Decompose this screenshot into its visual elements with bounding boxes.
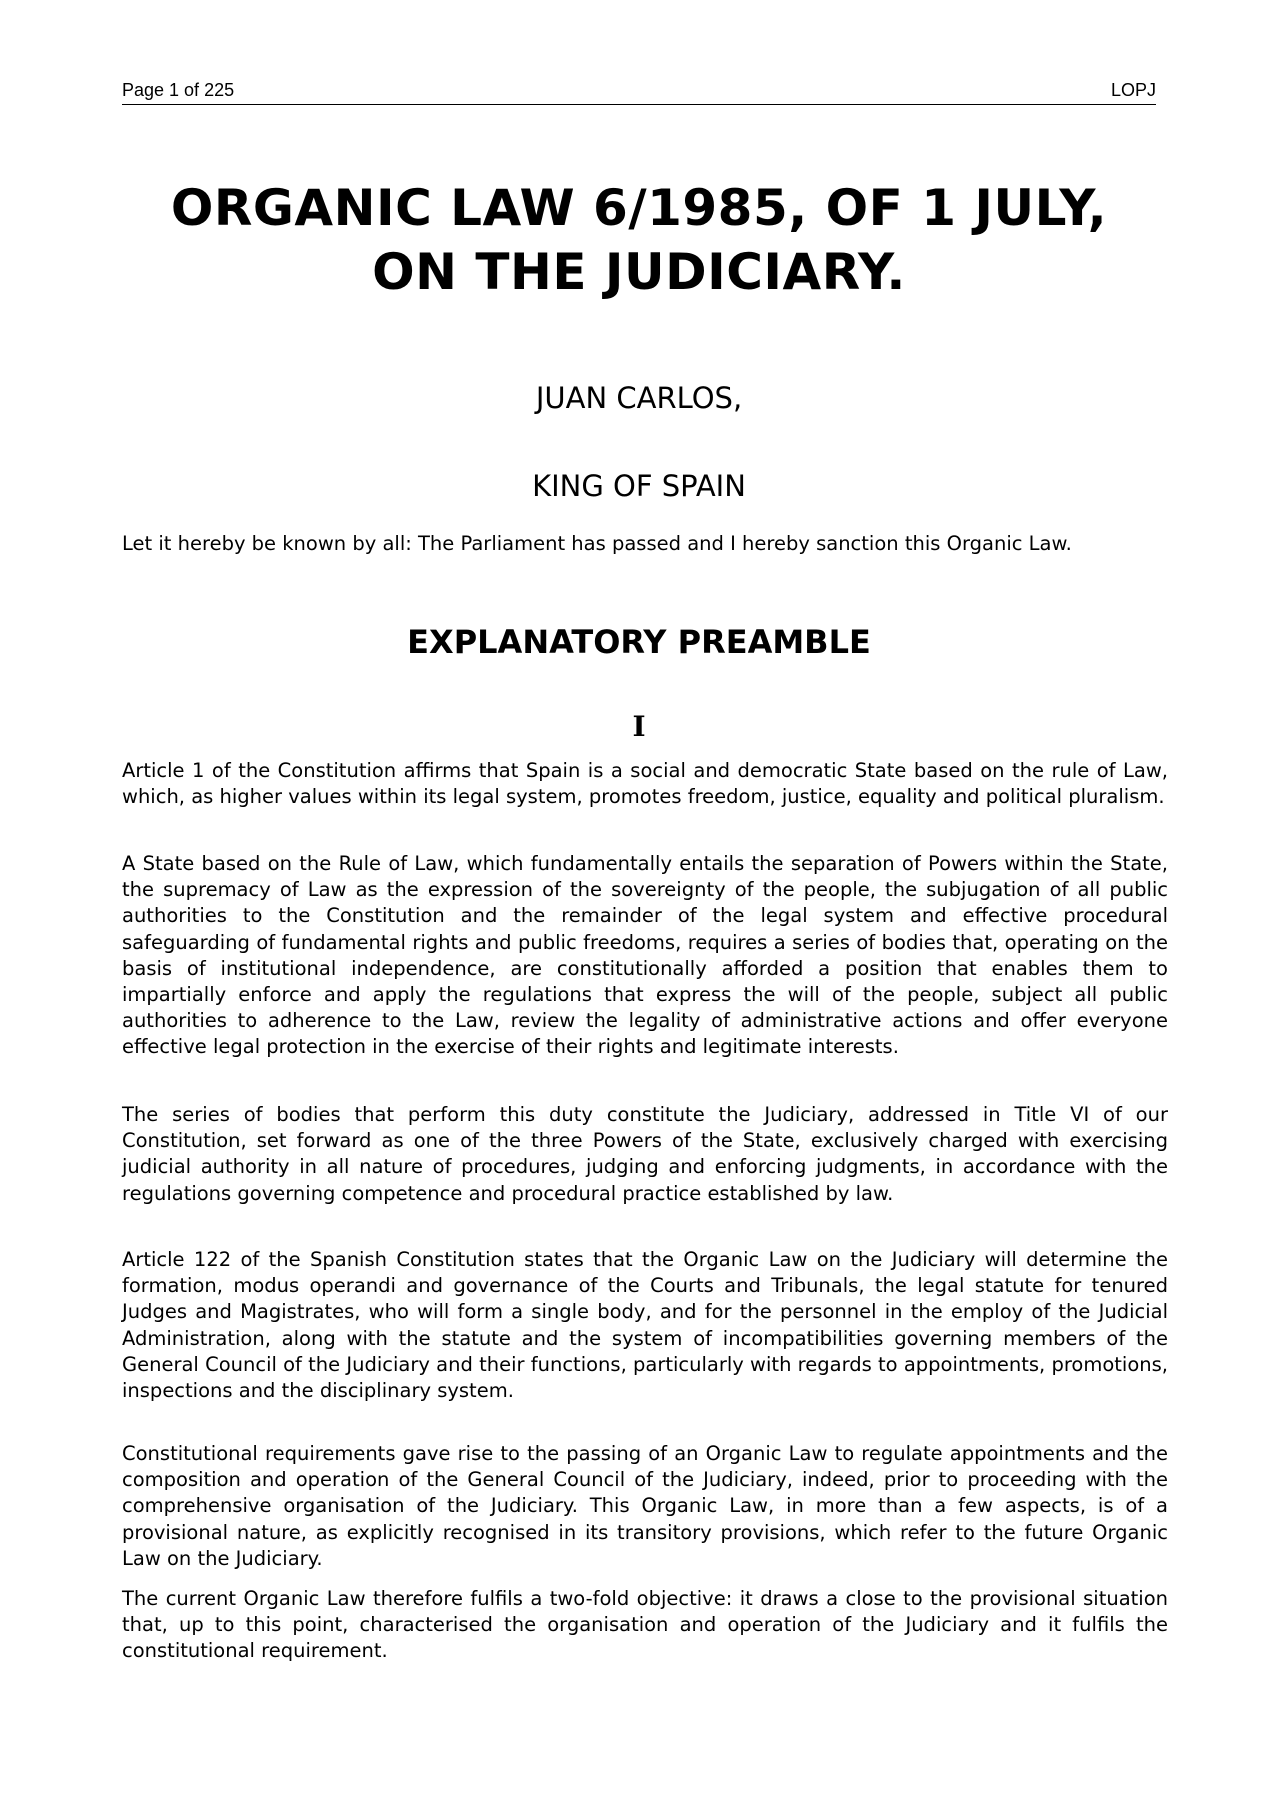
paragraph: Constitutional requirements gave rise to the passing of an Organic Law to regulate appointments and the composition and operation of the General Council of the Judiciary, indeed, prior to proceeding with the comprehensive organisation of the Judiciary. This Organic Law, in more than a few aspects, is of a provisional nature, as explicitly recognised in its transitory provisions, which refer to the future Organic Law on the Judiciary. xyxy=(122,1442,1168,1570)
document-title-line-2: ON THE JUDICIARY. xyxy=(372,243,906,301)
paragraph: The series of bodies that perform this duty constitute the Judiciary, addressed in Title VI of our Constitution, set forward as one of the three Powers of the State, exclusively charged with exercising judicial authority in all nature of procedures, judging and enforcing judgments, in accordance with the regulations governing competence and procedural practice established by law. xyxy=(122,1103,1168,1205)
sovereign-title: KING OF SPAIN xyxy=(532,469,746,503)
document-title xyxy=(122,176,1156,304)
section-number: I xyxy=(632,710,646,743)
paragraph: A State based on the Rule of Law, which fundamentally entails the separation of Powers within the State, the supremacy of Law as the expression of the sovereignty of the people, the subjugation of all public authorities to the Constitution and the remainder of the legal system and effective procedural safeguarding of fundamental rights and public freedoms, requires a series of bodies that, operating on the basis of institutional independence, are constitutionally afforded a position that enables them to impartially enforce and apply the regulations that express the will of the people, subject all public authorities to adherence to the Law, review the legality of administrative actions and offer everyone effective legal protection in the exercise of their rights and legitimate interests. xyxy=(122,852,1168,1059)
page-number: Page 1 of 225 xyxy=(122,80,235,100)
sovereign-name: JUAN CARLOS, xyxy=(535,381,743,415)
section-heading: EXPLANATORY PREAMBLE xyxy=(407,623,871,661)
proclamation-text: Let it hereby be known by all: The Parliament has passed and I hereby sanction this Organic Law. xyxy=(122,532,1072,555)
paragraph: Article 1 of the Constitution affirms that Spain is a social and democratic State based on the rule of Law, which, as higher values within its legal system, promotes freedom, justice, equality and political pluralism. xyxy=(122,759,1168,809)
paragraph: Article 122 of the Spanish Constitution states that the Organic Law on the Judiciary will determine the formation, modus operandi and governance of the Courts and Tribunals, the legal statute for tenured Judges and Magistrates, who will form a single body, and for the personnel in the employ of the Judicial Administration, along with the statute and the system of incompatibilities governing members of the General Council of the Judiciary and their functions, particularly with regards to appointments, promotions, inspections and the disciplinary system. xyxy=(122,1248,1168,1403)
document-code: LOPJ xyxy=(1110,80,1156,100)
document-title-line-1: ORGANIC LAW 6/1985, OF 1 JULY, xyxy=(170,179,1108,237)
page-header xyxy=(122,78,1156,105)
paragraph: The current Organic Law therefore fulfils a two-fold objective: it draws a close to the provisional situation that, up to this point, characterised the organisation and operation of the Judiciary and it fulfils the constitutional requirement. xyxy=(122,1587,1168,1663)
